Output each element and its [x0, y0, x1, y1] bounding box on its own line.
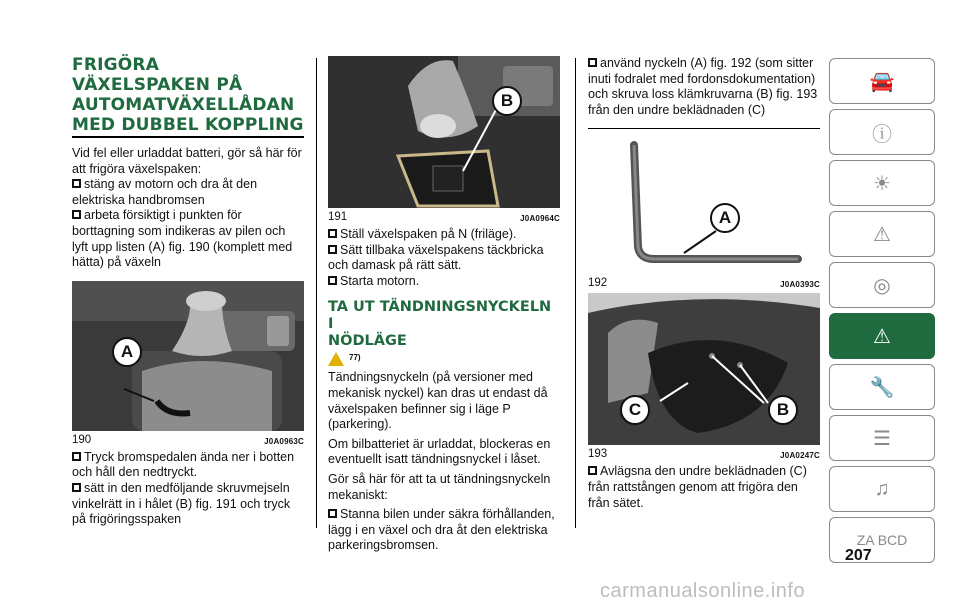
step-bullet-icon — [72, 452, 81, 461]
step-item: Tryck bromspedalen ända ner i botten och håll den nedtryckt. — [72, 449, 295, 480]
tab-emergency[interactable] — [829, 313, 935, 359]
car-search-icon: 🚘 — [869, 70, 895, 93]
figure-193-photo — [588, 293, 820, 445]
tab-dashboard-lights[interactable] — [829, 160, 935, 206]
figure-number: 192 — [588, 277, 608, 290]
step-bullet-icon — [588, 466, 597, 475]
step-item: Stanna bilen under säkra förhållanden, lägg i en växel och dra åt den elektriska parkeringsbromsen. — [328, 507, 555, 553]
page-number: 207 — [845, 547, 872, 564]
step-bullet-icon — [328, 245, 337, 254]
step-item: sätt in den medföljande skruvmejseln vinkelrätt in i hålet (B) fig. 191 och tryck på frigöringsspaken — [72, 480, 291, 527]
callout-b: B — [768, 395, 798, 425]
callout-a: A — [710, 203, 740, 233]
tab-car-search[interactable] — [829, 58, 935, 104]
figure-number: 193 — [588, 448, 608, 461]
step-bullet-icon — [328, 276, 337, 285]
watermark: carmanualsonline.info — [600, 580, 806, 602]
figure-191-photo — [328, 56, 560, 208]
subsection-title: TA UT TÄNDNINGSNYCKELN I NÖDLÄGE — [328, 299, 552, 350]
intro-text: Vid fel eller urladdat batteri, gör så här för att frigöra växelspaken: — [72, 146, 302, 176]
allen-key-illustration — [588, 129, 820, 274]
step-bullet-icon — [328, 509, 337, 518]
callout-c: C — [620, 395, 650, 425]
dashboard-lights-icon: ☀ — [873, 172, 891, 195]
step-bullet-icon — [72, 179, 81, 188]
index-abc-icon: ZA BCD — [856, 532, 908, 548]
shifter-hole-illustration — [328, 56, 560, 208]
tab-driving[interactable] — [829, 262, 935, 308]
steering-wheel-icon: ◎ — [873, 274, 891, 297]
figure-code: J0A0963C — [264, 436, 304, 446]
step-item: Avlägsna den undre beklädnaden (C) från rattstången genom att frigöra den från sätet. — [588, 464, 807, 510]
car-service-icon: 🔧 — [869, 376, 895, 399]
figure-number: 190 — [72, 433, 92, 446]
car-breakdown-icon: ⚠ — [873, 325, 891, 348]
figure-190-photo — [72, 281, 304, 431]
figure-code: J0A0247C — [780, 451, 820, 461]
car-info-icon: ⓘ — [872, 123, 892, 146]
figure-caption — [588, 277, 820, 289]
step-bullet-icon — [72, 483, 81, 492]
multimedia-icon: ♫ — [874, 477, 890, 500]
tab-car-info[interactable] — [829, 109, 935, 155]
step-bullet-icon — [588, 58, 597, 67]
callout-a: A — [112, 337, 142, 367]
figure-number: 191 — [328, 211, 348, 223]
figure-192-photo — [588, 129, 820, 274]
tab-safety[interactable] — [829, 211, 935, 257]
callout-b: B — [492, 86, 522, 116]
tab-technical-data[interactable] — [829, 415, 935, 461]
section-title: FRIGÖRA VÄXELSPAKEN PÅ AUTOMATVÄXELLÅDAN MED DUBBEL KOPPLING — [72, 55, 304, 135]
title-underline — [72, 136, 304, 138]
step-item: stäng av motorn och dra åt den elektriska handbromsen — [72, 177, 258, 207]
figure-caption — [328, 211, 560, 223]
tech-data-icon: ☰ — [873, 427, 891, 450]
column-1 — [72, 55, 304, 528]
figure-caption — [588, 448, 820, 460]
step-item: Sätt tillbaka växelspakens täckbricka och damask på rätt sätt. — [328, 242, 544, 273]
column-2 — [328, 56, 560, 554]
figure-code: J0A0393C — [780, 280, 820, 290]
gear-shifter-illustration — [72, 281, 304, 431]
tab-multimedia[interactable] — [829, 466, 935, 512]
warning-triangle-icon — [328, 352, 344, 366]
paragraph: Tändningsnyckeln (på versioner med mekanisk nyckel) kan dras ut endast då växelspaken befinner sig i läge P (parkering). — [328, 370, 548, 432]
column-divider-2 — [575, 58, 576, 528]
paragraph: Om bilbatteriet är urladdat, blockeras en eventuellt isatt tändningsnyckel i låset. — [328, 436, 551, 467]
step-item: Ställ växelspaken på N (friläge). — [328, 227, 560, 243]
warning-reference: 77) — [328, 352, 560, 366]
step-bullet-icon — [72, 210, 81, 219]
column-3 — [588, 56, 820, 511]
column-divider-1 — [316, 58, 317, 528]
safety-seat-icon: ⚠ — [873, 223, 891, 246]
step-item: arbeta försiktigt i punkten för borttagning som indikeras av pilen och lyft upp listen (A) fig. 190 (komplett med hätta) på växeln — [72, 208, 293, 270]
figure-code: J0A0964C — [520, 214, 560, 223]
step-item: Starta motorn. — [328, 274, 560, 290]
figure-caption — [72, 434, 304, 446]
chapter-tabs — [829, 58, 935, 568]
tab-maintenance[interactable] — [829, 364, 935, 410]
step-item: använd nyckeln (A) fig. 192 (som sitter inuti fodralet med fordonsdokumentation) och skruva loss klämkruvarna (B) fig. 193 från den undre beklädnaden (C) — [588, 56, 818, 117]
step-bullet-icon — [328, 229, 337, 238]
paragraph: Gör så här för att ta ut tändningsnyckeln mekaniskt: — [328, 471, 551, 502]
